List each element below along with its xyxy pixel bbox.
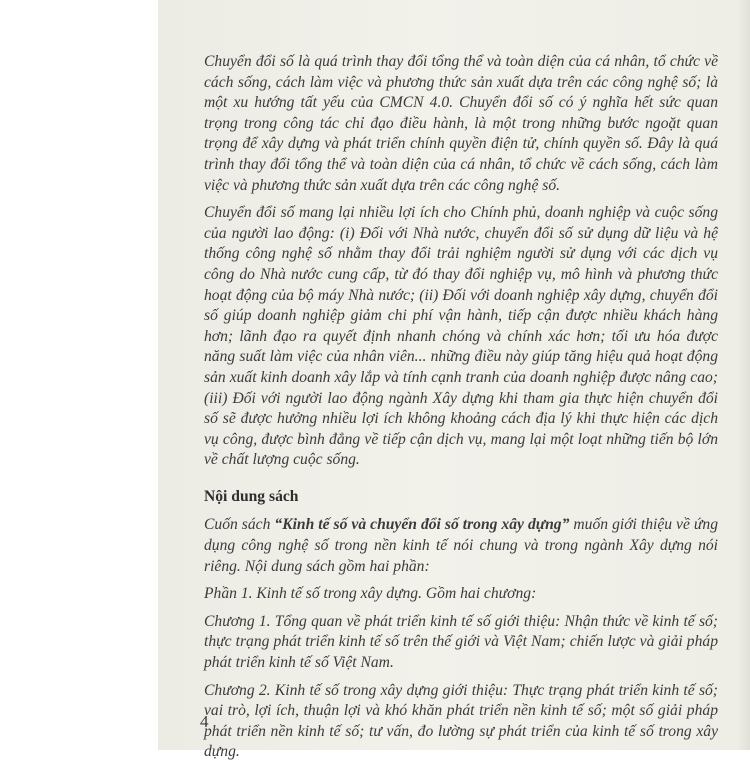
paragraph-digital-transformation-benefits: Chuyển đổi số mang lại nhiều lợi ích cho Chính phủ, doanh nghiệp và cuộc sống của người lao động: (i) Đối với Nhà nước, chuyển đổi số sử dụng dữ liệu và hệ thống công nghệ số nhằm thay đổi trải nghiệm người sử dụng với các dịch vụ công do Nhà nước cung cấp, từ đó thay đổi nghiệp vụ, mô hình và phương thức hoạt động của bộ máy Nhà nước; (ii) Đối với doanh nghiệp xây dựng, chuyển đổi số giúp doanh nghiệp giảm chi phí vận hành, tiếp cận được nhiều khách hàng hơn; lãnh đạo ra quyết định nhanh chóng và chính xác hơn; tối ưu hóa được năng suất làm việc của nhân viên... những điều này giúp tăng hiệu quả hoạt động sản xuất kinh doanh xây lắp và tính cạnh tranh của doanh nghiệp được nâng cao; (iii) Đối với người lao động ngành Xây dựng khi tham gia thực hiện chuyển đổi số sẽ được hưởng nhiều lợi ích không khoảng cách địa lý khi thực hiện các dịch vụ công, được bình đẳng về tiếp cận dịch vụ, mang lại một loạt những tiến bộ lớn về chất lượng cuộc sống. xyxy=(204,204,718,469)
paragraph-chapter-1: Chương 1. Tổng quan về phát triển kinh tế số giới thiệu: Nhận thức về kinh tế số; thực trạng phát triển kinh tế số trên thế giới và Việt Nam; chiến lược và giải pháp phát triển kinh tế số Việt Nam. xyxy=(204,612,718,672)
page-edge-shadow xyxy=(736,0,750,750)
paragraph-part-1: Phần 1. Kinh tế số trong xây dựng. Gồm hai chương: xyxy=(204,585,537,603)
paragraph-book-intro xyxy=(204,515,718,577)
page-number: 4 xyxy=(200,712,209,731)
book-page xyxy=(158,0,750,761)
intro-after: muốn giới thiệu về ứng dụng công nghệ số trong nền kinh tế nói chung và trong ngành Xây dựng nói riêng. Nội dung sách gồm hai phần: xyxy=(204,516,719,575)
page-content xyxy=(204,52,718,770)
section-heading: Nội dung sách xyxy=(204,487,299,505)
book-title: “Kinh tế số và chuyển đổi số trong xây dựng” xyxy=(274,516,570,534)
intro-before: Cuốn sách xyxy=(204,516,275,534)
paragraph-chapter-2: Chương 2. Kinh tế số trong xây dựng giới thiệu: Thực trạng phát triển kinh tế số; vai trò, lợi ích, thuận lợi và khó khăn phát triển nền kinh tế số; một số giải pháp phát triển nền kinh tế số; tư vấn, đo lường sự phát triển của kinh tế số trong xây dựng. xyxy=(204,681,718,761)
paragraph-digital-transformation-definition: Chuyển đổi số là quá trình thay đổi tổng thể và toàn diện của cá nhân, tổ chức về cách sống, cách làm việc và phương thức sản xuất dựa trên các công nghệ số; là một xu hướng tất yếu của CMCN 4.0. Chuyển đổi số có ý nghĩa hết sức quan trọng trong công tác chỉ đạo điều hành, là một trong những bước ngoặt quan trọng để xây dựng và phát triển chính quyền điện tử, chính quyền số. Đây là quá trình thay đổi tổng thể và toàn diện của cá nhân, tổ chức về cách sống, cách làm việc và phương thức sản xuất dựa trên các công nghệ số. xyxy=(204,53,718,194)
